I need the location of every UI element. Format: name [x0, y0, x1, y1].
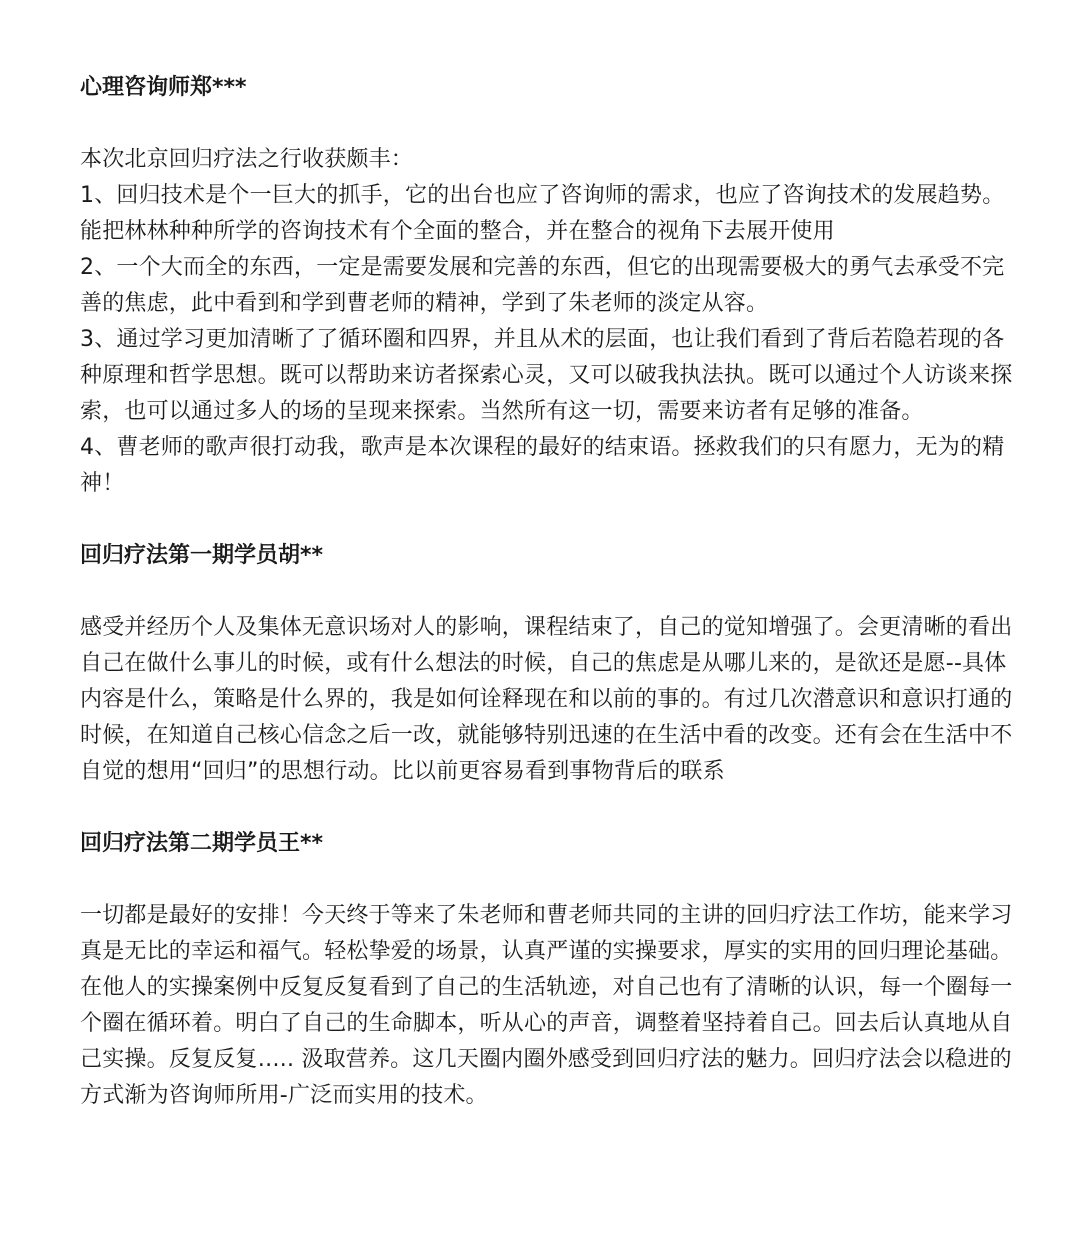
testimonial-author: 回归疗法第一期学员胡**: [80, 543, 324, 568]
testimonial-author: 回归疗法第二期学员王**: [80, 831, 324, 856]
testimonial-paragraph: 1、回归技术是个一巨大的抓手，它的出台也应了咨询师的需求，也应了咨询技术的发展趋势。能把林林种种所学的咨询技术有个全面的整合，并在整合的视角下去展开使用: [80, 183, 1005, 244]
testimonial-wang: [80, 826, 1022, 1114]
testimonial-zheng: [80, 70, 1022, 502]
testimonial-paragraph: 3、通过学习更加清晰了了循环圈和四界，并且从术的层面，也让我们看到了背后若隐若现的各种原理和哲学思想。既可以帮助来访者探索心灵，又可以破我执法执。既可以通过个人访谈来探索，也可以通过多人的场的呈现来探索。当然所有这一切，需要来访者有足够的准备。: [80, 327, 1013, 424]
testimonial-paragraph: 本次北京回归疗法之行收获颇丰：: [80, 147, 414, 172]
testimonial-paragraph: 一切都是最好的安排！今天终于等来了朱老师和曹老师共同的主讲的回归疗法工作坊，能来学习真是无比的幸运和福气。轻松挚爱的场景，认真严谨的实操要求，厚实的实用的回归理论基础。在他人的实操案例中反复反复看到了自己的生活轨迹，对自己也有了清晰的认识，每一个圈每一个圈在循环着。明白了自己的生命脚本，听从心的声音，调整着坚持着自己。回去后认真地从自己实操。反复反复….. 汲取营养。这几天圈内圈外感受到回归疗法的魅力。回归疗法会以稳进的方式渐为咨询师所用-广泛而实用的技术。: [80, 903, 1013, 1108]
testimonial-paragraph: 感受并经历个人及集体无意识场对人的影响，课程结束了，自己的觉知增强了。会更清晰的看出自己在做什么事儿的时候，或有什么想法的时候，自己的焦虑是从哪儿来的，是欲还是愿--具体内容是什么，策略是什么界的，我是如何诠释现在和以前的事的。有过几次潜意识和意识打通的时候，在知道自己核心信念之后一改，就能够特别迅速的在生活中看的改变。还有会在生活中不自觉的想用“回归”的思想行动。比以前更容易看到事物背后的联系: [80, 615, 1013, 784]
testimonial-hu: [80, 538, 1022, 790]
testimonial-author: 心理咨询师郑***: [80, 75, 247, 100]
testimonial-paragraph: 2、一个大而全的东西，一定是需要发展和完善的东西，但它的出现需要极大的勇气去承受不完善的焦虑，此中看到和学到曹老师的精神，学到了朱老师的淡定从容。: [80, 255, 1005, 316]
testimonial-paragraph: 4、曹老师的歌声很打动我，歌声是本次课程的最好的结束语。拯救我们的只有愿力，无为的精神！: [80, 435, 1005, 496]
